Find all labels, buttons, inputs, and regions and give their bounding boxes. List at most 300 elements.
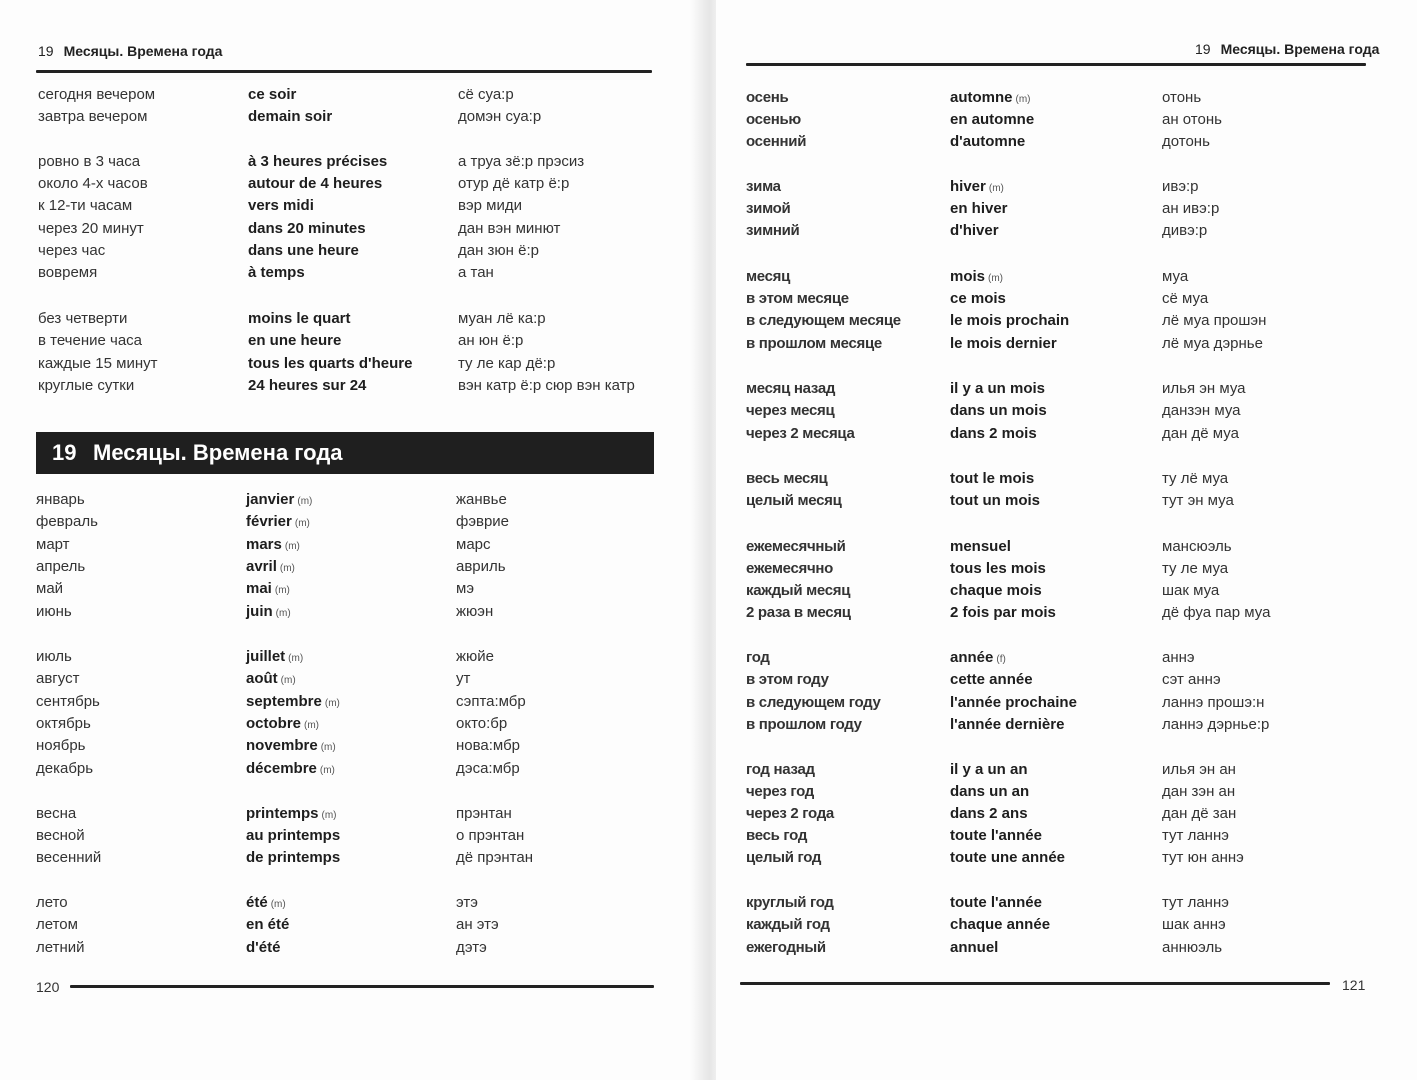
- french-term-cell: [950, 310, 1069, 332]
- french-term: dans 2 ans: [950, 805, 1028, 822]
- french-term-cell: [950, 914, 1050, 936]
- vocab-row: [716, 825, 1406, 847]
- vocab-row: [0, 646, 690, 668]
- section-banner: [36, 432, 654, 474]
- transcription: а труа зё:р прэсиз: [458, 153, 585, 170]
- russian-term: весна: [36, 805, 77, 822]
- vocab-row: [716, 580, 1406, 602]
- french-term: mars: [246, 536, 282, 553]
- vocab-row: [716, 131, 1406, 153]
- transcription: домэн суа:р: [458, 108, 542, 125]
- vocab-row: [0, 84, 690, 106]
- chapter-number: 19: [1195, 41, 1211, 57]
- russian-term: завтра вечером: [38, 108, 148, 125]
- vocab-row: [0, 218, 690, 240]
- french-term-cell: [248, 106, 332, 128]
- french-term: août: [246, 670, 278, 687]
- french-term: mois: [950, 268, 986, 285]
- russian-term: целый год: [746, 849, 822, 866]
- french-term-cell: [246, 578, 290, 602]
- russian-term: к 12-ти часам: [38, 197, 133, 214]
- transcription: вэн катр ё:р сюр вэн катр: [458, 377, 635, 394]
- transcription: отонь: [1162, 89, 1202, 106]
- french-term-cell: [950, 781, 1029, 803]
- transcription: вэр миди: [458, 197, 522, 214]
- vocab-row: [716, 781, 1406, 803]
- footer-rule: [70, 985, 654, 988]
- russian-term: май: [36, 580, 64, 597]
- transcription: дотонь: [1162, 133, 1210, 150]
- transcription: ланнэ дэрньe:р: [1162, 716, 1270, 733]
- section-title: Месяцы. Времена года: [93, 440, 343, 465]
- gender-marker: (m): [270, 899, 286, 910]
- french-term-cell: [950, 669, 1033, 691]
- french-term-cell: [950, 333, 1057, 355]
- gender-marker: (m): [320, 742, 336, 753]
- transcription: лё муа прошэн: [1162, 312, 1267, 329]
- russian-term: через час: [38, 242, 106, 259]
- vocab-row: [0, 556, 690, 578]
- russian-term: февраль: [36, 513, 98, 530]
- transcription: аннюэль: [1162, 939, 1223, 956]
- page-number: 120: [36, 979, 60, 995]
- french-term-cell: [248, 195, 314, 217]
- french-term-cell: [246, 937, 280, 959]
- transcription: сё суа:р: [458, 86, 514, 103]
- french-term: à temps: [248, 264, 305, 281]
- transcription: авриль: [456, 558, 506, 575]
- french-term-cell: [246, 556, 295, 580]
- french-term-cell: [246, 668, 296, 692]
- french-term: automne: [950, 89, 1013, 106]
- transcription: ту лё муа: [1162, 470, 1229, 487]
- gender-marker: (m): [1015, 94, 1031, 105]
- transcription: а тан: [458, 264, 494, 281]
- french-term-cell: [950, 647, 1006, 671]
- russian-term: год: [746, 649, 770, 666]
- gender-marker: (f): [996, 654, 1006, 665]
- french-term: l'année prochaine: [950, 694, 1077, 711]
- french-term-cell: [950, 423, 1037, 445]
- vocab-row: [716, 892, 1406, 914]
- russian-term: в этом месяце: [746, 290, 849, 307]
- vocab-row: [716, 714, 1406, 736]
- chapter-title: Месяцы. Времена года: [63, 43, 223, 59]
- russian-term: без четверти: [38, 310, 128, 327]
- french-term-cell: [950, 803, 1028, 825]
- russian-term: сентябрь: [36, 693, 100, 710]
- russian-term: через год: [746, 783, 815, 800]
- french-term: vers midi: [248, 197, 314, 214]
- russian-term: летний: [36, 939, 85, 956]
- french-term-cell: [246, 534, 300, 558]
- transcription: марс: [456, 536, 491, 553]
- french-term: dans un an: [950, 783, 1030, 800]
- vocab-row: [716, 266, 1406, 288]
- transcription: ту ле муа: [1162, 560, 1229, 577]
- french-term-cell: [950, 937, 998, 959]
- russian-term: зимой: [746, 200, 791, 217]
- russian-term: через 2 года: [746, 805, 834, 822]
- russian-term: осенью: [746, 111, 801, 128]
- header-rule: [746, 63, 1366, 66]
- french-term-cell: [950, 288, 1006, 310]
- french-term-cell: [248, 308, 351, 330]
- french-term: ce soir: [248, 86, 297, 103]
- french-term: février: [246, 513, 292, 530]
- transcription: муа: [1162, 268, 1189, 285]
- vocab-row: [716, 669, 1406, 691]
- vocab-row: [716, 602, 1406, 624]
- french-term-cell: [246, 489, 312, 513]
- transcription: прэнтан: [456, 805, 512, 822]
- footer-rule: [740, 982, 1330, 985]
- russian-term: июль: [36, 648, 72, 665]
- chapter-number: 19: [38, 43, 54, 59]
- vocab-row: [0, 825, 690, 847]
- french-term-cell: [950, 892, 1042, 914]
- french-term-cell: [950, 536, 1011, 558]
- french-term-cell: [246, 735, 336, 759]
- gender-marker: (m): [275, 608, 291, 619]
- vocab-row: [0, 308, 690, 330]
- french-term: ce mois: [950, 290, 1006, 307]
- transcription: ут: [456, 670, 471, 687]
- french-term-cell: [950, 131, 1025, 153]
- russian-term: осенний: [746, 133, 807, 150]
- vocab-row: [716, 914, 1406, 936]
- french-term: mai: [246, 580, 272, 597]
- transcription: лё муа дэрнье: [1162, 335, 1263, 352]
- transcription: ланнэ прошэ:н: [1162, 694, 1265, 711]
- french-term-cell: [950, 580, 1042, 602]
- french-term: le mois dernier: [950, 335, 1057, 352]
- vocab-row: [716, 198, 1406, 220]
- french-term: printemps: [246, 805, 319, 822]
- french-term: d'été: [246, 939, 281, 956]
- russian-term: весь месяц: [746, 470, 828, 487]
- russian-term: год назад: [746, 761, 815, 778]
- french-term: 24 heures sur 24: [248, 377, 367, 394]
- french-term: 2 fois par mois: [950, 604, 1056, 621]
- french-term: l'année dernière: [950, 716, 1065, 733]
- russian-term: март: [36, 536, 70, 553]
- vocab-row: [0, 892, 690, 914]
- french-term: juin: [246, 603, 273, 620]
- french-term: avril: [246, 558, 277, 575]
- section-number: 19: [52, 440, 77, 465]
- russian-term: через 20 минут: [38, 220, 144, 237]
- russian-term: зима: [746, 178, 781, 195]
- french-term: année: [950, 649, 994, 666]
- russian-term: целый месяц: [746, 492, 842, 509]
- transcription: дан вэн минют: [458, 220, 561, 237]
- transcription: мансюэль: [1162, 538, 1232, 555]
- french-term: toute l'année: [950, 827, 1042, 844]
- french-term: au printemps: [246, 827, 341, 844]
- vocab-row: [716, 490, 1406, 512]
- vocab-row: [716, 176, 1406, 198]
- french-term: été: [246, 894, 268, 911]
- transcription: жюйе: [456, 648, 495, 665]
- russian-term: в следующем году: [746, 694, 881, 711]
- french-term-cell: [950, 176, 1004, 200]
- transcription: дан дё зан: [1162, 805, 1237, 822]
- french-term-cell: [950, 109, 1034, 131]
- vocab-row: [716, 109, 1406, 131]
- french-term: à 3 heures précises: [248, 153, 388, 170]
- transcription: илья эн ан: [1162, 761, 1236, 778]
- vocab-row: [0, 375, 690, 397]
- russian-term: летом: [36, 916, 78, 933]
- vocab-row: [0, 534, 690, 556]
- russian-term: каждый год: [746, 916, 830, 933]
- french-term-cell: [248, 262, 305, 284]
- russian-term: в этом году: [746, 671, 829, 688]
- french-term-cell: [950, 400, 1047, 422]
- russian-term: 2 раза в месяц: [746, 604, 851, 621]
- french-term-cell: [246, 601, 291, 625]
- vocab-row: [0, 195, 690, 217]
- vocab-row: [0, 106, 690, 128]
- french-term-cell: [950, 220, 999, 242]
- transcription: ан юн ё:р: [458, 332, 524, 349]
- russian-term: ежемесячно: [746, 560, 833, 577]
- vocab-row: [0, 353, 690, 375]
- transcription: ан отонь: [1162, 111, 1222, 128]
- french-term-cell: [246, 847, 340, 869]
- transcription: жюэн: [456, 603, 494, 620]
- transcription: дан зюн ё:р: [458, 242, 539, 259]
- russian-term: месяц: [746, 268, 791, 285]
- vocab-row: [0, 803, 690, 825]
- vocab-row: [0, 601, 690, 623]
- russian-term: август: [36, 670, 80, 687]
- french-term-cell: [246, 511, 310, 535]
- transcription: о прэнтан: [456, 827, 525, 844]
- vocab-row: [0, 713, 690, 735]
- russian-term: сегодня вечером: [38, 86, 156, 103]
- vocab-row: [716, 647, 1406, 669]
- header-rule: [36, 70, 652, 73]
- transcription: этэ: [456, 894, 478, 911]
- russian-term: вовремя: [38, 264, 98, 281]
- vocab-row: [716, 536, 1406, 558]
- vocab-row: [716, 847, 1406, 869]
- russian-term: ноябрь: [36, 737, 86, 754]
- french-term-cell: [248, 353, 412, 375]
- french-term-cell: [248, 84, 296, 106]
- russian-term: около 4-х часов: [38, 175, 148, 192]
- transcription: отур дё катр ё:р: [458, 175, 570, 192]
- left-page: [0, 0, 700, 1080]
- russian-term: апрель: [36, 558, 86, 575]
- russian-term: лето: [36, 894, 68, 911]
- gender-marker: (m): [321, 810, 337, 821]
- vocab-row: [0, 578, 690, 600]
- transcription: шак муа: [1162, 582, 1220, 599]
- french-term-cell: [950, 378, 1045, 400]
- french-term: novembre: [246, 737, 318, 754]
- french-term: dans un mois: [950, 402, 1047, 419]
- french-term-cell: [246, 713, 319, 737]
- gender-marker: (m): [319, 765, 335, 776]
- transcription: аннэ: [1162, 649, 1195, 666]
- french-term: octobre: [246, 715, 302, 732]
- french-term: en hiver: [950, 200, 1008, 217]
- vocab-row: [716, 310, 1406, 332]
- french-term-cell: [950, 468, 1034, 490]
- russian-term: в течение часа: [38, 332, 143, 349]
- gender-marker: (m): [294, 518, 310, 529]
- french-term: tous les mois: [950, 560, 1046, 577]
- transcription: мэ: [456, 580, 474, 597]
- vocab-row: [716, 468, 1406, 490]
- french-term-cell: [246, 892, 286, 916]
- transcription: тут ланнэ: [1162, 894, 1229, 911]
- french-term-cell: [248, 375, 366, 397]
- french-term: décembre: [246, 760, 317, 777]
- french-term-cell: [246, 914, 289, 936]
- french-term: tout le mois: [950, 470, 1035, 487]
- vocab-row: [0, 937, 690, 959]
- french-term-cell: [248, 218, 366, 240]
- transcription: ан ивэ:р: [1162, 200, 1220, 217]
- russian-term: весенний: [36, 849, 102, 866]
- gender-marker: (m): [988, 273, 1004, 284]
- french-term: dans 2 mois: [950, 425, 1037, 442]
- french-term: d'hiver: [950, 222, 999, 239]
- transcription: дивэ:р: [1162, 222, 1208, 239]
- french-term-cell: [246, 825, 340, 847]
- french-term-cell: [950, 558, 1046, 580]
- vocab-row: [0, 511, 690, 533]
- transcription: жанвье: [456, 491, 507, 508]
- french-term: moins le quart: [248, 310, 351, 327]
- gender-marker: (m): [274, 585, 290, 596]
- transcription: данзэн муа: [1162, 402, 1241, 419]
- french-term: dans une heure: [248, 242, 359, 259]
- french-term-cell: [248, 173, 382, 195]
- french-term: il y a un mois: [950, 380, 1046, 397]
- gender-marker: (m): [297, 496, 313, 507]
- russian-term: ежемесячный: [746, 538, 846, 555]
- french-term-cell: [246, 691, 340, 715]
- vocab-row: [0, 240, 690, 262]
- transcription: тут ланнэ: [1162, 827, 1229, 844]
- vocab-row: [0, 735, 690, 757]
- french-term-cell: [950, 198, 1008, 220]
- french-term-cell: [248, 330, 341, 352]
- transcription: дё фуа пар муа: [1162, 604, 1271, 621]
- vocab-row: [716, 87, 1406, 109]
- french-term: demain soir: [248, 108, 333, 125]
- russian-term: круглый год: [746, 894, 834, 911]
- french-term: en une heure: [248, 332, 342, 349]
- right-page: [716, 0, 1417, 1080]
- russian-term: через 2 месяца: [746, 425, 855, 442]
- french-term: hiver: [950, 178, 986, 195]
- french-term: janvier: [246, 491, 295, 508]
- french-term-cell: [950, 602, 1056, 624]
- french-term: tous les quarts d'heure: [248, 355, 413, 372]
- vocab-row: [0, 330, 690, 352]
- french-term-cell: [950, 847, 1065, 869]
- french-term: d'automne: [950, 133, 1026, 150]
- transcription: дё прэнтан: [456, 849, 533, 866]
- vocab-row: [716, 333, 1406, 355]
- vocab-row: [716, 378, 1406, 400]
- gender-marker: (m): [280, 675, 296, 686]
- gender-marker: (m): [284, 541, 300, 552]
- french-term: en été: [246, 916, 290, 933]
- french-term-cell: [246, 646, 303, 670]
- vocab-row: [0, 668, 690, 690]
- transcription: сэпта:мбр: [456, 693, 526, 710]
- french-term-cell: [950, 714, 1064, 736]
- russian-term: в следующем месяце: [746, 312, 901, 329]
- vocab-row: [716, 423, 1406, 445]
- french-term-cell: [950, 692, 1077, 714]
- french-term-cell: [950, 87, 1031, 111]
- transcription: ту ле кар дё:р: [458, 355, 556, 372]
- french-term: toute une année: [950, 849, 1066, 866]
- vocab-row: [716, 692, 1406, 714]
- russian-term: в прошлом месяце: [746, 335, 882, 352]
- russian-term: каждые 15 минут: [38, 355, 158, 372]
- russian-term: через месяц: [746, 402, 835, 419]
- french-term: de printemps: [246, 849, 341, 866]
- russian-term: июнь: [36, 603, 72, 620]
- vocab-row: [716, 400, 1406, 422]
- vocab-row: [0, 489, 690, 511]
- french-term: dans 20 minutes: [248, 220, 366, 237]
- french-term-cell: [950, 825, 1042, 847]
- russian-term: декабрь: [36, 760, 94, 777]
- running-head: [1195, 41, 1379, 57]
- french-term-cell: [246, 803, 337, 827]
- transcription: нова:мбр: [456, 737, 521, 754]
- vocab-row: [0, 691, 690, 713]
- french-term-cell: [248, 240, 359, 262]
- vocab-row: [716, 220, 1406, 242]
- french-term: septembre: [246, 693, 322, 710]
- gender-marker: (m): [288, 653, 304, 664]
- french-term: autour de 4 heures: [248, 175, 383, 192]
- transcription: дан дё муа: [1162, 425, 1239, 442]
- russian-term: весь год: [746, 827, 808, 844]
- transcription: дэса:мбр: [456, 760, 520, 777]
- vocab-row: [716, 759, 1406, 781]
- russian-term: весной: [36, 827, 85, 844]
- transcription: тут эн муа: [1162, 492, 1234, 509]
- vocab-row: [0, 262, 690, 284]
- gender-marker: (m): [279, 563, 295, 574]
- russian-term: круглые сутки: [38, 377, 135, 394]
- vocab-row: [0, 758, 690, 780]
- vocab-row: [0, 173, 690, 195]
- french-term: tout un mois: [950, 492, 1040, 509]
- french-term: chaque mois: [950, 582, 1042, 599]
- transcription: дэтэ: [456, 939, 487, 956]
- transcription: ивэ:р: [1162, 178, 1199, 195]
- transcription: шак аннэ: [1162, 916, 1226, 933]
- page-number: 121: [1342, 977, 1366, 993]
- transcription: окто:бр: [456, 715, 508, 732]
- transcription: илья эн муа: [1162, 380, 1246, 397]
- transcription: сэт аннэ: [1162, 671, 1221, 688]
- vocab-row: [716, 803, 1406, 825]
